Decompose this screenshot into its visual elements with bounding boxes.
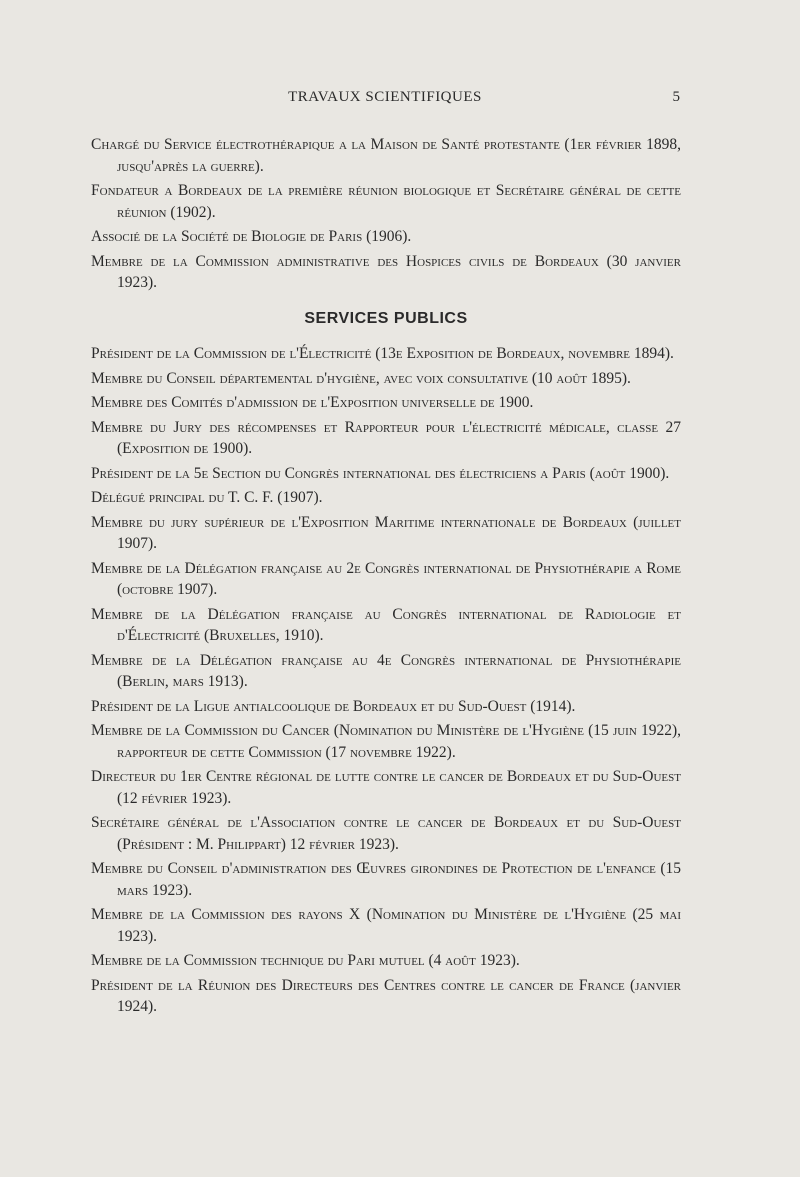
page-number: 5 bbox=[672, 89, 680, 105]
list-item: Président de la Ligue antialcoolique de Bordeaux et du Sud-Ouest (1914). bbox=[91, 697, 576, 715]
list-item: Membre de la Commission des rayons X (Nomination du Ministère de l'Hygiène (25 mai 1923). bbox=[91, 906, 681, 945]
page-body bbox=[91, 134, 681, 1021]
page-header bbox=[90, 89, 680, 111]
section-heading: SERVICES PUBLICS bbox=[304, 309, 468, 327]
list-item: Membre des Comités d'admission de l'Exposition universelle de 1900. bbox=[91, 394, 534, 411]
list-item: Délégué principal du T. C. F. (1907). bbox=[91, 489, 323, 506]
list-item: Président de la Réunion des Directeurs des Centres contre le cancer de France (janvier 1924). bbox=[91, 976, 681, 1015]
list-item: Membre de la Délégation française au 4e Congrès international de Physiothérapie (Berlin, mars 1913). bbox=[91, 651, 681, 690]
list-item: Membre de la Délégation française au 2e Congrès international de Physiothérapie a Rome (octobre 1907). bbox=[91, 559, 681, 598]
list-item: Membre de la Commission du Cancer (Nomination du Ministère de l'Hygiène (15 juin 1922), rapporteur de cette Commission (17 novembre 1922). bbox=[91, 722, 681, 761]
entries-services-list bbox=[91, 343, 681, 1018]
list-item: Membre de la Commission technique du Pari mutuel (4 août 1923). bbox=[91, 952, 520, 969]
list-item: Président de la Commission de l'Électricité (13e Exposition de Bordeaux, novembre 1894). bbox=[91, 345, 674, 362]
list-item: Associé de la Société de Biologie de Paris (1906). bbox=[91, 228, 412, 245]
entries-top-list bbox=[91, 134, 681, 294]
list-item: Membre du Conseil départemental d'hygiène, avec voix consultative (10 août 1895). bbox=[91, 369, 631, 387]
list-item: Président de la 5e Section du Congrès international des électriciens a Paris (août 1900). bbox=[91, 464, 670, 482]
list-item: Membre du Conseil d'administration des Œuvres girondines de Protection de l'enfance (15 mars 1923). bbox=[91, 860, 681, 899]
list-item: Fondateur a Bordeaux de la première réunion biologique et Secrétaire général de cette réunion (1902). bbox=[91, 182, 681, 221]
list-item: Membre de la Délégation française au Congrès international de Radiologie et d'Électricité (Bruxelles, 1910). bbox=[91, 605, 681, 644]
list-item: Directeur du 1er Centre régional de lutte contre le cancer de Bordeaux et du Sud-Ouest (12 février 1923). bbox=[91, 768, 681, 807]
running-title: TRAVAUX SCIENTIFIQUES bbox=[288, 89, 482, 105]
list-item: Secrétaire général de l'Association contre le cancer de Bordeaux et du Sud-Ouest (Président : M. Philippart) 12 février 1923). bbox=[91, 814, 681, 853]
list-item: Membre du jury supérieur de l'Exposition Maritime internationale de Bordeaux (juillet 1907). bbox=[91, 513, 681, 552]
list-item: Chargé du Service électrothérapique a la Maison de Santé protestante (1er février 1898, jusqu'après la guerre). bbox=[91, 136, 681, 175]
list-item: Membre du Jury des récompenses et Rapporteur pour l'électricité médicale, classe 27 (Exposition de 1900). bbox=[91, 418, 681, 457]
list-item: Membre de la Commission administrative des Hospices civils de Bordeaux (30 janvier 1923). bbox=[91, 252, 681, 291]
